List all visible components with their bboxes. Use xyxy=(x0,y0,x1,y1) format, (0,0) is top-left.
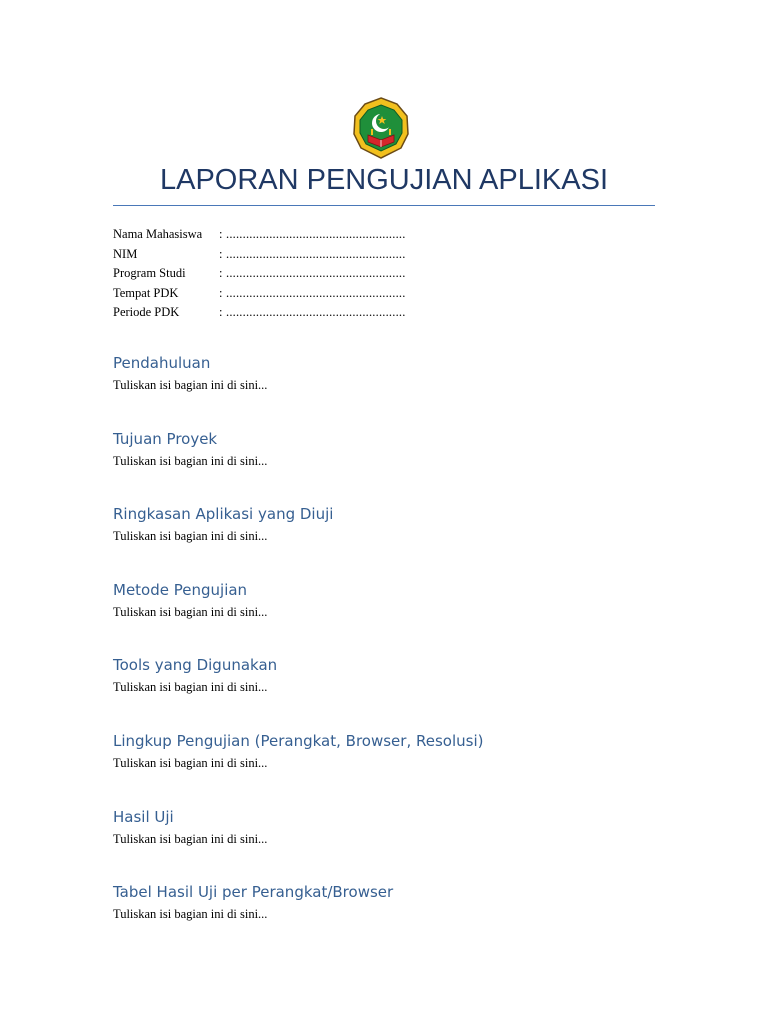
section-heading: Lingkup Pengujian (Perangkat, Browser, Resolusi) xyxy=(113,731,484,750)
info-label: Nama Mahasiswa xyxy=(113,227,203,241)
section-body: Tuliskan isi bagian ini di sini... xyxy=(113,453,268,468)
section-ringkasan-aplikasi xyxy=(113,502,673,578)
section-tujuan-proyek xyxy=(113,427,673,503)
section-body: Tuliskan isi bagian ini di sini... xyxy=(113,831,268,846)
report-sections xyxy=(113,351,673,956)
info-value: : ...................................................... xyxy=(219,266,406,280)
info-value: : ...................................................... xyxy=(219,246,406,261)
crescent-star-emblem-icon xyxy=(351,96,411,160)
section-body: Tuliskan isi bagian ini di sini... xyxy=(113,378,268,392)
info-value: : ...................................................... xyxy=(219,285,406,300)
section-heading: Hasil Uji xyxy=(113,807,174,826)
title-divider xyxy=(113,205,655,206)
section-heading: Ringkasan Aplikasi yang Diuji xyxy=(113,505,334,524)
section-heading: Pendahuluan xyxy=(113,354,211,372)
section-pendahuluan xyxy=(113,351,673,427)
info-row-tempat-pdk xyxy=(113,284,406,304)
section-heading: Tujuan Proyek xyxy=(113,429,218,448)
info-row-nama xyxy=(113,225,406,245)
section-hasil-uji xyxy=(113,805,673,881)
section-tools xyxy=(113,653,673,729)
section-body: Tuliskan isi bagian ini di sini... xyxy=(113,755,268,770)
info-value: : ...................................................... xyxy=(219,227,406,241)
info-label: Periode PDK xyxy=(113,305,180,319)
section-tabel-hasil-uji xyxy=(113,880,673,956)
student-info-block xyxy=(113,225,406,323)
section-heading: Tabel Hasil Uji per Perangkat/Browser xyxy=(113,883,394,902)
section-body: Tuliskan isi bagian ini di sini... xyxy=(113,680,268,695)
section-lingkup-pengujian xyxy=(113,729,673,805)
info-row-nim xyxy=(113,245,406,265)
info-label: NIM xyxy=(113,246,138,261)
info-row-program-studi xyxy=(113,264,406,284)
info-label: Program Studi xyxy=(113,266,186,280)
university-logo xyxy=(351,96,411,160)
info-label: Tempat PDK xyxy=(113,285,179,300)
info-value: : ...................................................... xyxy=(219,305,406,319)
section-body: Tuliskan isi bagian ini di sini... xyxy=(113,529,268,544)
page-title: LAPORAN PENGUJIAN APLIKASI xyxy=(159,164,609,196)
section-body: Tuliskan isi bagian ini di sini... xyxy=(113,907,268,922)
section-heading: Metode Pengujian xyxy=(113,580,248,599)
section-metode-pengujian xyxy=(113,578,673,654)
section-body: Tuliskan isi bagian ini di sini... xyxy=(113,604,268,619)
info-row-periode-pdk xyxy=(113,303,406,323)
section-heading: Tools yang Digunakan xyxy=(113,656,278,675)
